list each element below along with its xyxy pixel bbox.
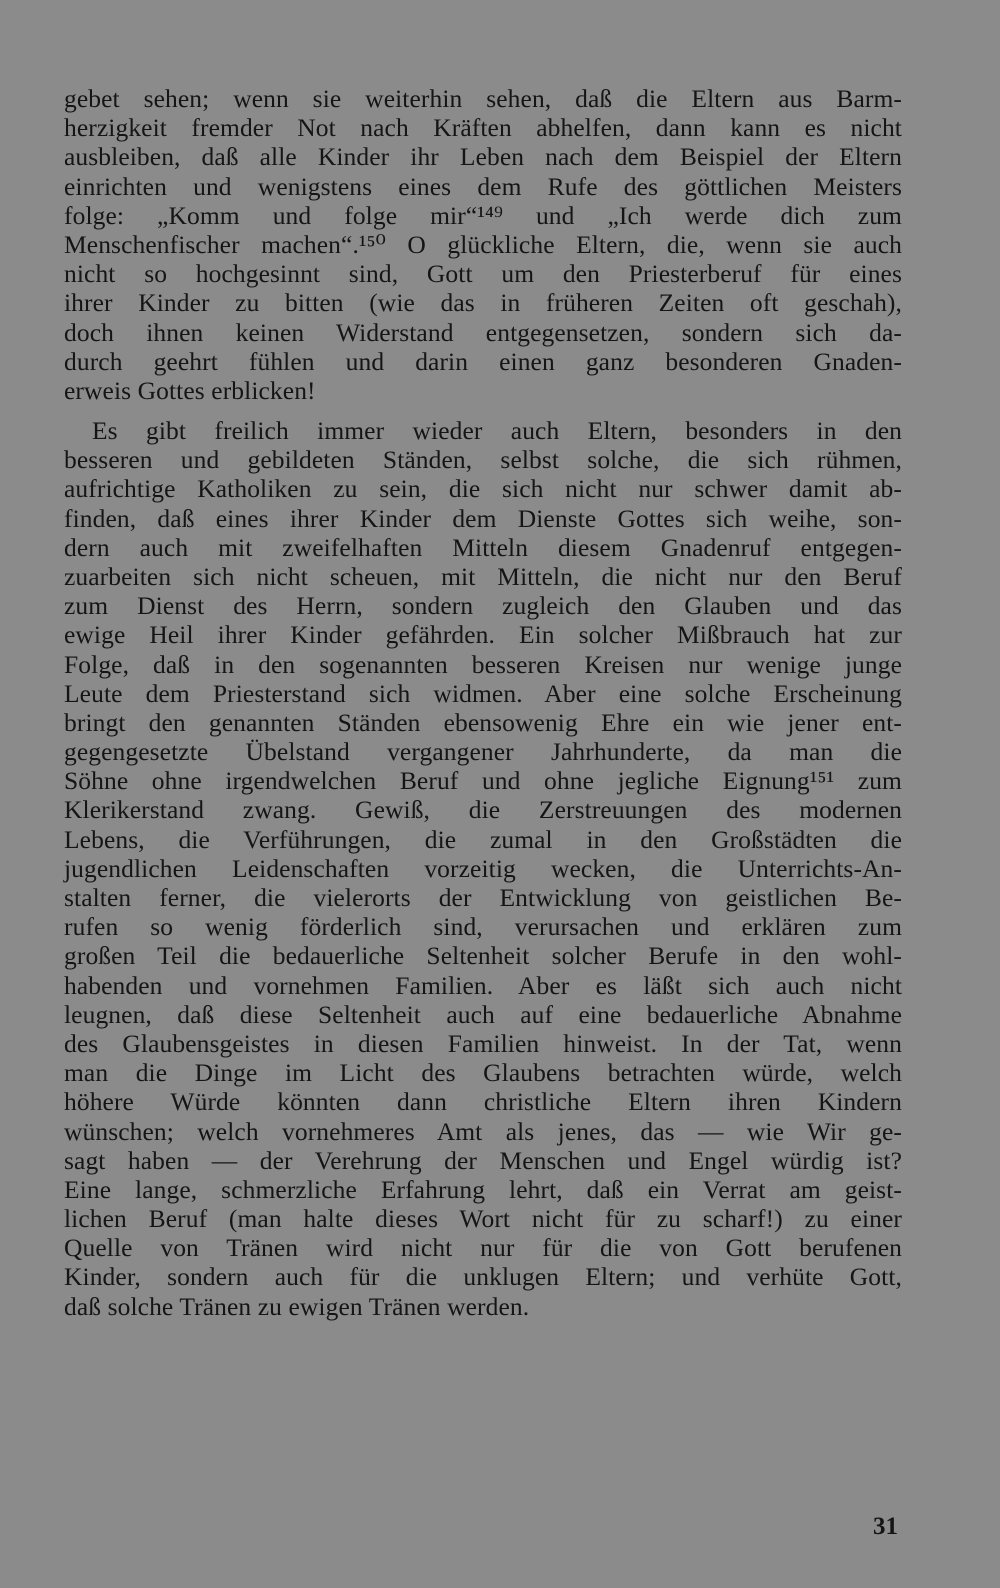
text-line: lichen Beruf (man halte dieses Wort nicht für zu scharf!) zu einer [64, 1204, 902, 1234]
text-line: Eine lange, schmerzliche Erfahrung lehrt, daß ein Verrat am geist- [64, 1174, 902, 1204]
text-line: doch ihnen keinen Widerstand entgegensetzen, sondern sich da- [64, 317, 902, 347]
text-line: herzigkeit fremder Not nach Kräften abhelfen, dann kann es nicht [64, 113, 902, 143]
text-line: einrichten und wenigstens eines dem Rufe des göttlichen Meisters [64, 171, 902, 201]
text-line: Söhne ohne irgendwelchen Beruf und ohne jegliche Eignung¹⁵¹ zum [64, 766, 902, 796]
text-line: nicht so hochgesinnt sind, Gott um den Priesterberuf für eines [64, 259, 902, 289]
text-line: wünschen; welch vornehmeres Amt als jenes, das — wie Wir ge- [64, 1116, 902, 1146]
text-line: aufrichtige Katholiken zu sein, die sich nicht nur schwer damit ab- [64, 474, 902, 504]
text-line: leugnen, daß diese Seltenheit auch auf eine bedauerliche Abnahme [64, 999, 902, 1029]
text-line: ewige Heil ihrer Kinder gefährden. Ein solcher Mißbrauch hat zur [64, 620, 902, 650]
text-line: durch geehrt fühlen und darin einen ganz besonderen Gnaden- [64, 346, 902, 376]
text-line: Leute dem Priesterstand sich widmen. Aber eine solche Erscheinung [64, 678, 902, 708]
text-line: Es gibt freilich immer wieder auch Eltern, besonders in den [92, 416, 902, 445]
text-line: Quelle von Tränen wird nicht nur für die von Gott berufenen [64, 1233, 902, 1263]
text-line: gegengesetzte Übelstand vergangener Jahrhunderte, da man die [64, 737, 902, 767]
text-line: erweis Gottes erblicken! [64, 375, 316, 405]
text-line: höhere Würde könnten dann christliche Eltern ihren Kindern [64, 1087, 902, 1117]
text-line: Kinder, sondern auch für die unklugen Eltern; und verhüte Gott, [64, 1262, 902, 1292]
page-number: 31 [873, 1513, 898, 1540]
text-line: finden, daß eines ihrer Kinder dem Dienste Gottes sich weihe, son- [64, 503, 902, 533]
text-line: folge: „Komm und folge mir“¹⁴⁹ und „Ich werde dich zum [64, 200, 902, 230]
paragraph-1 [64, 84, 902, 405]
text-line: daß solche Tränen zu ewigen Tränen werden. [64, 1291, 530, 1321]
text-line: gebet sehen; wenn sie weiterhin sehen, daß die Eltern aus Barm- [64, 84, 902, 113]
text-line: man die Dinge im Licht des Glaubens betrachten würde, welch [64, 1058, 902, 1088]
text-line: zuarbeiten sich nicht scheuen, mit Mitteln, die nicht nur den Beruf [64, 561, 902, 591]
text-line: besseren und gebildeten Ständen, selbst solche, die sich rühmen, [64, 445, 902, 475]
paragraph-2 [64, 416, 902, 1321]
text-line: jugendlichen Leidenschaften vorzeitig wecken, die Unterrichts-An- [64, 853, 902, 883]
text-line: dern auch mit zweifelhaften Mitteln diesem Gnadenruf entgegen- [64, 532, 902, 562]
text-line: habenden und vornehmen Familien. Aber es läßt sich auch nicht [64, 970, 902, 1000]
text-line: rufen so wenig förderlich sind, verursachen und erklären zum [64, 912, 902, 942]
text-line: sagt haben — der Verehrung der Menschen und Engel würdig ist? [64, 1145, 902, 1175]
text-line: Folge, daß in den sogenannten besseren Kreisen nur wenige junge [64, 649, 902, 679]
text-line: stalten ferner, die vielerorts der Entwicklung von geistlichen Be- [64, 883, 902, 912]
text-line: ihrer Kinder zu bitten (wie das in früheren Zeiten oft geschah), [64, 288, 902, 318]
text-line: Lebens, die Verführungen, die zumal in den Großstädten die [64, 824, 902, 854]
text-line: Menschenfischer machen“.¹⁵⁰ O glückliche Eltern, die, wenn sie auch [64, 229, 902, 259]
text-line: des Glaubensgeistes in diesen Familien hinweist. In der Tat, wenn [64, 1028, 902, 1058]
text-line: bringt den genannten Ständen ebensowenig Ehre ein wie jener ent- [64, 707, 902, 737]
text-line: Klerikerstand zwang. Gewiß, die Zerstreuungen des modernen [64, 795, 902, 825]
text-line: zum Dienst des Herrn, sondern zugleich den Glauben und das [64, 591, 902, 621]
text-line: großen Teil die bedauerliche Seltenheit solcher Berufe in den wohl- [64, 941, 902, 971]
text-line: ausbleiben, daß alle Kinder ihr Leben nach dem Beispiel der Eltern [64, 142, 902, 172]
